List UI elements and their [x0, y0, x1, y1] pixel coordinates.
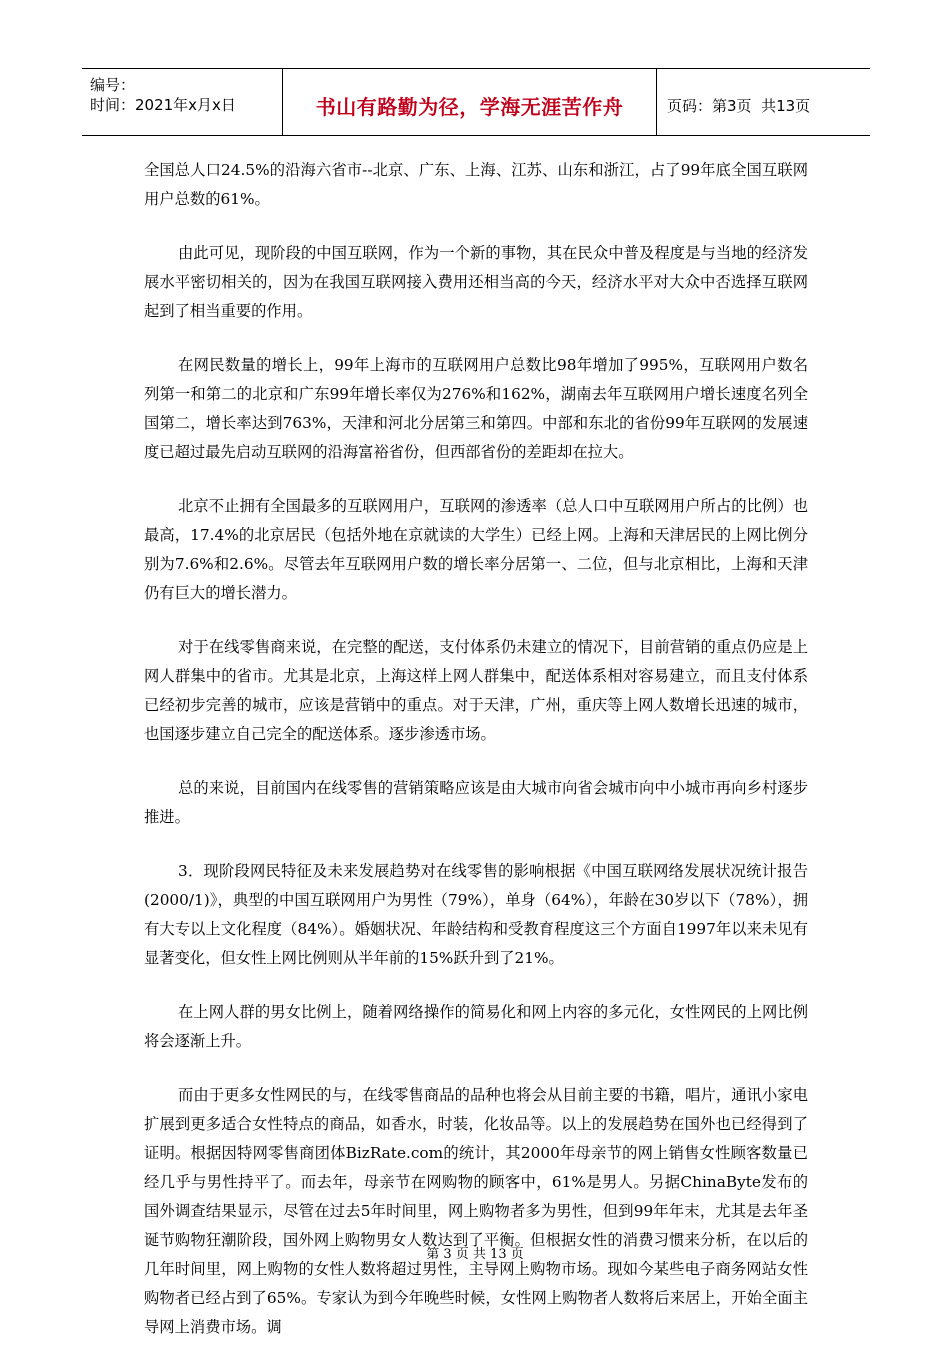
document-number-label: 编号： [90, 76, 136, 94]
body-paragraph: 3．现阶段网民特征及未来发展趋势对在线零售的影响根据《中国互联网络发展状况统计报告(2000/1)》，典型的中国互联网用户为男性（79%），单身（64%），年龄在30岁以下（78%），拥有大专以上文化程度（84%）。婚姻状况、年龄结构和受教育程度这三个方面自1997年以来未见有显著变化，但女性上网比例则从半年前的15%跃升到了21%。 [144, 862, 808, 967]
document-body [144, 156, 808, 1367]
body-paragraph: 在上网人群的男女比例上，随着网络操作的简易化和网上内容的多元化，女性网民的上网比例将会逐渐上升。 [144, 1003, 808, 1050]
page-footer: 第 3 页 共 13 页 [426, 1247, 524, 1262]
header-meta [82, 69, 282, 135]
body-paragraph: 全国总人口24.5%的沿海六省市--北京、广东、上海、江苏、山东和浙江，占了99年底全国互联网用户总数的61%。 [144, 161, 808, 208]
header-motto-cell [282, 69, 657, 135]
header-page-number: 页码：第3页 共13页 [667, 96, 811, 115]
body-paragraph: 在网民数量的增长上，99年上海市的互联网用户总数比98年增加了995%，互联网用户数名列第一和第二的北京和广东99年增长率仅为276%和162%，湖南去年互联网用户增长速度名列全国第二，增长率达到763%，天津和河北分居第三和第四。中部和东北的省份99年互联网的发展速度已超过最先启动互联网的沿海富裕省份，但西部省份的差距却在拉大。 [144, 356, 808, 461]
header-motto: 书山有路勤为径，学海无涯苦作舟 [315, 94, 624, 119]
body-paragraph: 而由于更多女性网民的与，在线零售商品的品种也将会从目前主要的书籍，唱片，通讯小家电扩展到更多适合女性特点的商品，如香水，时装，化妆品等。以上的发展趋势在国外也已经得到了证明。根据因特网零售商团体BizRate.com的统计，其2000年母亲节的网上销售女性顾客数量已经几乎与男性持平了。而去年，母亲节在网购物的顾客中，61%是男人。另据ChinaByte发布的国外调查结果显示，尽管在过去5年时间里，网上购物者多为男性，但到99年年末，尤其是去年圣诞节购物狂潮阶段，国外网上购物男女人数达到了平衡。但根据女性的消费习惯来分析，在以后的几年时间里，网上购物的女性人数将超过男性，主导网上购物市场。现如今某些电子商务网站女性购物者已经占到了65%。专家认为到今年晚些时候，女性网上购物者人数将后来居上，开始全面主导网上消费市场。调 [144, 1086, 808, 1336]
body-paragraph: 北京不止拥有全国最多的互联网用户，互联网的渗透率（总人口中互联网用户所占的比例）也最高，17.4%的北京居民（包括外地在京就读的大学生）已经上网。上海和天津居民的上网比例分别为7.6%和2.6%。尽管去年互联网用户数的增长率分居第一、二位，但与北京相比，上海和天津仍有巨大的增长潜力。 [144, 497, 808, 602]
document-date-label: 时间：2021年x月x日 [90, 96, 236, 114]
body-paragraph: 由此可见，现阶段的中国互联网，作为一个新的事物，其在民众中普及程度是与当地的经济发展水平密切相关的，因为在我国互联网接入费用还相当高的今天，经济水平对大众中否选择互联网起到了相当重要的作用。 [144, 244, 808, 320]
body-paragraph: 总的来说，目前国内在线零售的营销策略应该是由大城市向省会城市向中小城市再向乡村逐步推进。 [144, 779, 808, 826]
page-header [82, 68, 870, 136]
body-paragraph: 对于在线零售商来说，在完整的配送，支付体系仍未建立的情况下，目前营销的重点仍应是上网人群集中的省市。尤其是北京，上海这样上网人群集中，配送体系相对容易建立，而且支付体系已经初步完善的城市，应该是营销中的重点。对于天津，广州，重庆等上网人数增长迅速的城市，也国逐步建立自己完全的配送体系。逐步渗透市场。 [144, 638, 808, 743]
